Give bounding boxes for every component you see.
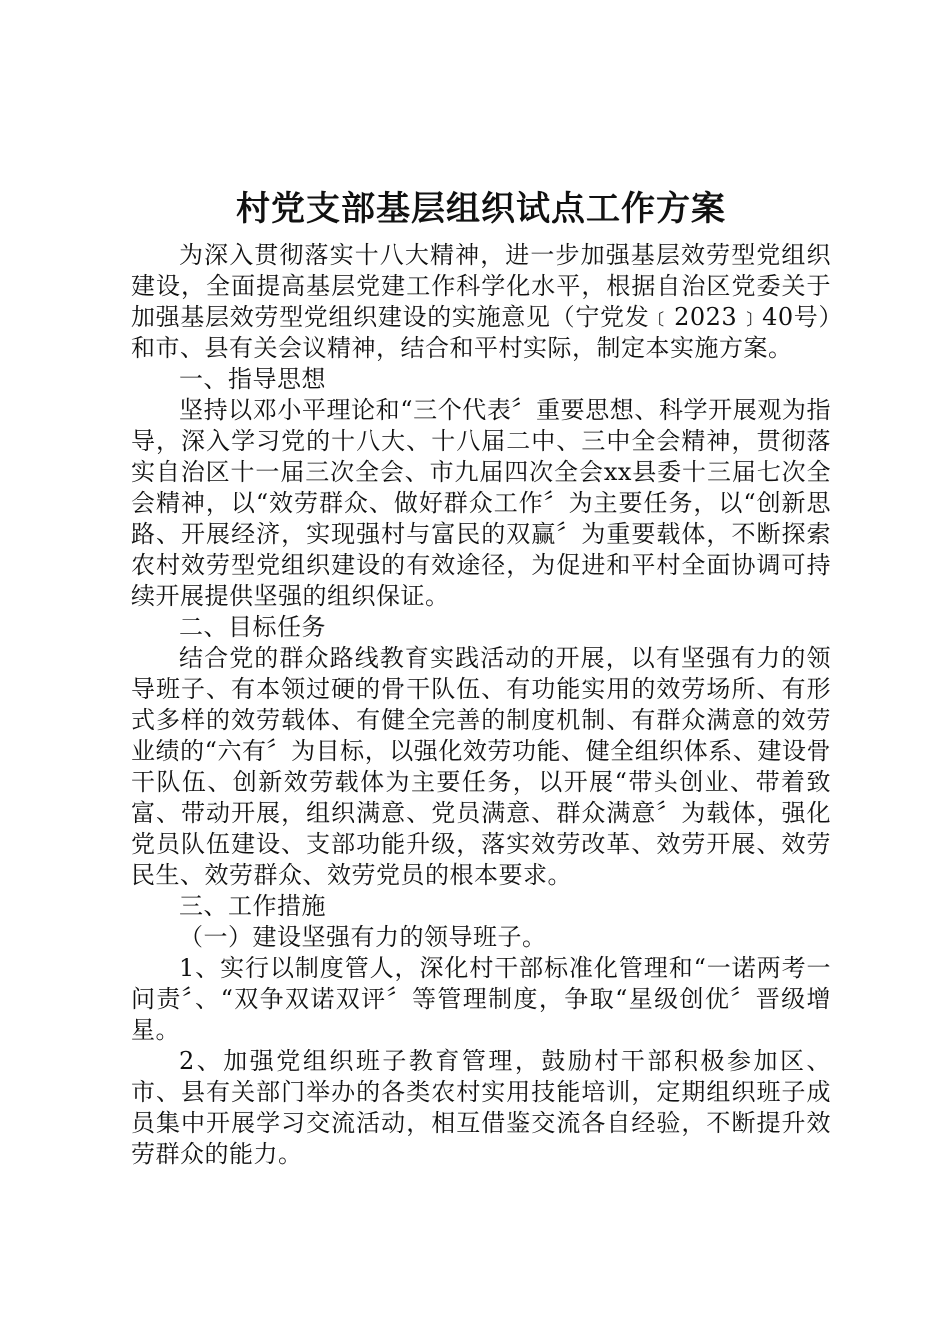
section-body-goals: 结合党的群众路线教育实践活动的开展，以有坚强有力的领导班子、有本领过硬的骨干队伍、有功能实用的效劳场所、有形式多样的效劳载体、有健全完善的制度机制、有群众满意的效劳业绩的“六有〞为目标，以强化效劳功能、健全组织体系、建设骨干队伍、创新效劳载体为主要任务，以开展“带头创业、带着致富、带动开展，组织满意、党员满意、群众满意〞为载体，强化党员队伍建设、支部功能升级，落实效劳改革、效劳开展、效劳民生、效劳群众、效劳党员的根本要求。 [131, 644, 831, 889]
document-title: 村党支部基层组织试点工作方案 [236, 189, 726, 229]
measure-item-2: 2、加强党组织班子教育管理，鼓励村干部积极参加区、市、县有关部门举办的各类农村实用技能培训，定期组织班子成员集中开展学习交流活动，相互借鉴交流各自经验，不断提升效劳群众的能力。 [131, 1047, 831, 1168]
section-heading-measures: 三、工作措施 [179, 892, 326, 920]
document-page [131, 180, 831, 1170]
measure-item-1: 1、实行以制度管人，深化村干部标准化管理和“一诺两考一问责〞、“双争双诺双评〞等管理制度，争取“星级创优〞晋级增星。 [131, 954, 831, 1044]
subsection-heading-leadership: （一）建设坚强有力的领导班子。 [179, 923, 547, 951]
section-body-guiding-thought: 坚持以邓小平理论和“三个代表〞重要思想、科学开展观为指导，深入学习党的十八大、十八届二中、三中全会精神，贯彻落实自治区十一届三次全会、市九届四次全会xx县委十三届七次全会精神，以“效劳群众、做好群众工作〞为主要任务，以“创新思路、开展经济，实现强村与富民的双赢〞为重要载体，不断探索农村效劳型党组织建设的有效途径，为促进和平村全面协调可持续开展提供坚强的组织保证。 [131, 396, 831, 610]
section-heading-goals: 二、目标任务 [179, 613, 326, 641]
section-heading-guiding-thought: 一、指导思想 [179, 365, 326, 393]
intro-paragraph: 为深入贯彻落实十八大精神，进一步加强基层效劳型党组织建设，全面提高基层党建工作科学化水平，根据自治区党委关于加强基层效劳型党组织建设的实施意见（宁党发﹝2023﹞40号）和市、县有关会议精神，结合和平村实际，制定本实施方案。 [131, 241, 831, 362]
